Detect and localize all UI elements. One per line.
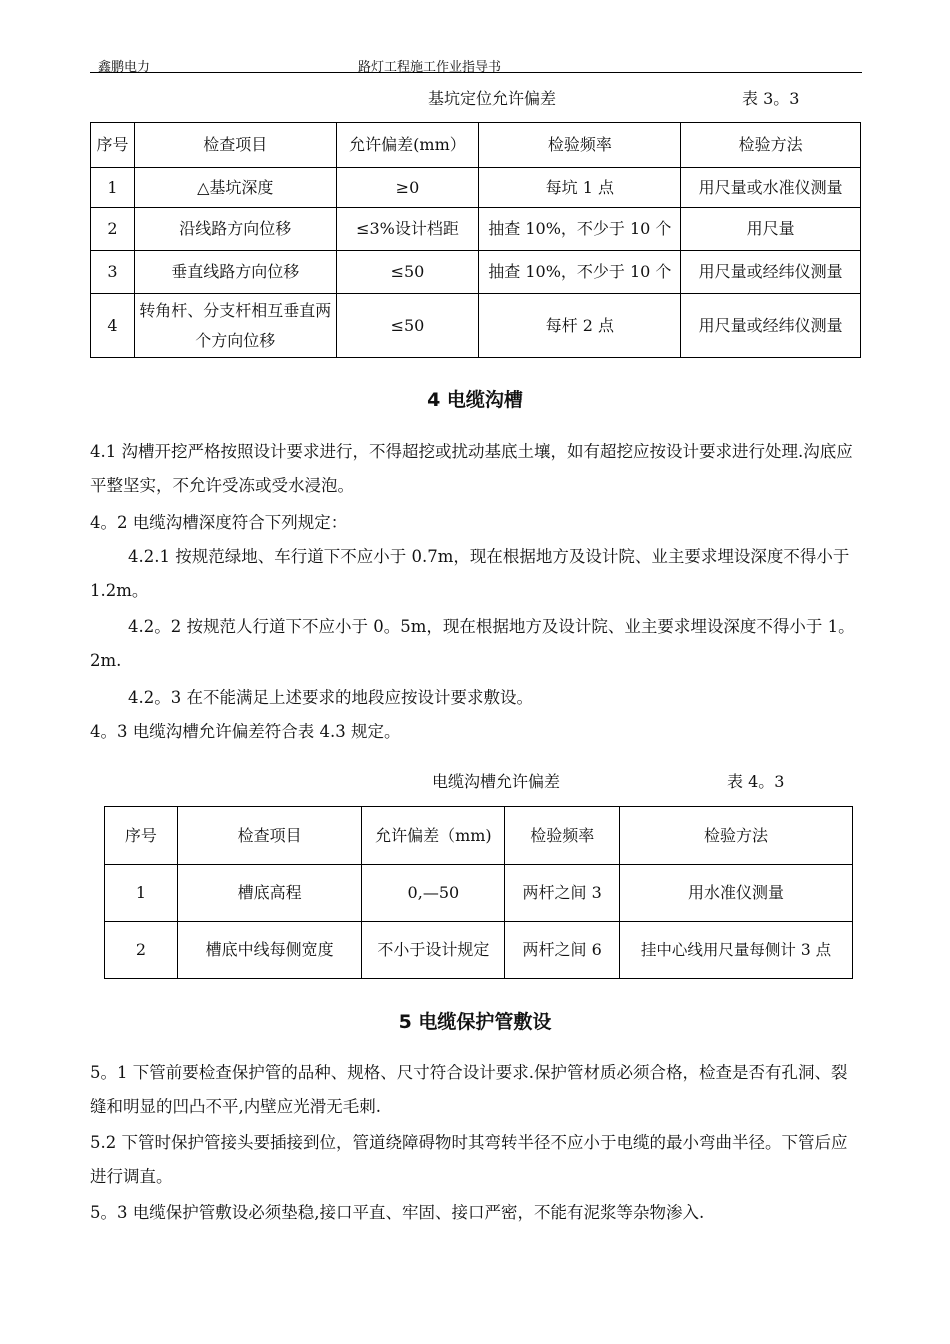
table-cell: 用水准仪测量 (620, 865, 853, 922)
table-cell: 4 (91, 294, 135, 358)
page-header (90, 52, 862, 73)
table-cell: 2 (105, 922, 178, 979)
table-cell: ≤3%设计档距 (336, 208, 479, 251)
table-cell: 用尺量或水准仪测量 (681, 168, 861, 208)
header-cell: 序号 (91, 123, 135, 168)
paragraph-5-1: 5。1 下管前要检查保护管的品种、规格、尺寸符合设计要求.保护管材质必须合格，检查是否有孔洞、裂缝和明显的凹凸不平,内壁应光滑无毛刺. (90, 1063, 848, 1116)
header-cell: 检查项目 (134, 123, 336, 168)
paragraph-4-3: 4。3 电缆沟槽允许偏差符合表 4.3 规定。 (90, 722, 401, 741)
table-cell: ≤50 (336, 251, 479, 294)
table2-number: 表 4。3 (727, 772, 785, 791)
table-row (91, 251, 861, 294)
header-cell: 检验方法 (681, 123, 861, 168)
table-cell: 每杆 2 点 (479, 294, 681, 358)
table-cell: 槽底高程 (177, 865, 362, 922)
paragraph-4-2: 4。2 电缆沟槽深度符合下列规定： (90, 513, 348, 532)
table-cell: △基坑深度 (134, 168, 336, 208)
header-cell: 检查项目 (177, 807, 362, 865)
table-cell: 不小于设计规定 (362, 922, 505, 979)
table-header-row (105, 807, 853, 865)
table-pit-positioning-tolerance (90, 122, 861, 358)
section-5-title: 5 电缆保护管敷设 (398, 1011, 552, 1033)
table-cell: 转角杆、分支杆相互垂直两个方向位移 (134, 294, 336, 358)
table-header-row (91, 123, 861, 168)
table-cell: 0,—50 (362, 865, 505, 922)
table-cell: 3 (91, 251, 135, 294)
header-cell: 序号 (105, 807, 178, 865)
document-title: 路灯工程施工作业指导书 (358, 60, 502, 75)
table-cell: 槽底中线每侧宽度 (177, 922, 362, 979)
table1-title: 基坑定位允许偏差 (428, 89, 557, 108)
table-row (91, 168, 861, 208)
table-cell: ≤50 (336, 294, 479, 358)
header-cell: 检验频率 (479, 123, 681, 168)
header-cell: 检验频率 (505, 807, 620, 865)
table-cell: 用尺量或经纬仪测量 (681, 251, 861, 294)
paragraph-4-2-3: 4.2。3 在不能满足上述要求的地段应按设计要求敷设。 (128, 688, 533, 707)
table-cell: 2 (91, 208, 135, 251)
paragraph-4-2-1: 4.2.1 按规范绿地、车行道下不应小于 0.7m，现在根据地方及设计院、业主要求埋设深度不得小于 1.2m。 (90, 547, 850, 600)
table-cell: ≥0 (336, 168, 479, 208)
table-cell: 垂直线路方向位移 (134, 251, 336, 294)
header-cell: 检验方法 (620, 807, 853, 865)
paragraph-4-2-2: 4.2。2 按规范人行道下不应小于 0。5m，现在根据地方及设计院、业主要求埋设深度不得小于 1。2m. (90, 617, 855, 670)
header-cell: 允许偏差（mm) (362, 807, 505, 865)
table-row (91, 208, 861, 251)
table-cell: 沿线路方向位移 (134, 208, 336, 251)
table-cell: 每坑 1 点 (479, 168, 681, 208)
table-cell: 两杆之间 6 (505, 922, 620, 979)
table-cell: 两杆之间 3 (505, 865, 620, 922)
header-cell: 允许偏差(mm） (336, 123, 479, 168)
table-cell: 1 (105, 865, 178, 922)
table-cell: 抽查 10%，不少于 10 个 (479, 208, 681, 251)
table-cell: 用尺量或经纬仪测量 (681, 294, 861, 358)
table-cell: 挂中心线用尺量每侧计 3 点 (620, 922, 853, 979)
table-cell: 用尺量 (681, 208, 861, 251)
paragraph-5-2: 5.2 下管时保护管接头要插接到位，管道绕障碍物时其弯转半径不应小于电缆的最小弯曲半径。下管后应进行调直。 (90, 1133, 848, 1186)
table-row (105, 922, 853, 979)
paragraph-4-1: 4.1 沟槽开挖严格按照设计要求进行，不得超挖或扰动基底土壤，如有超挖应按设计要求进行处理.沟底应平整坚实，不允许受冻或受水浸泡。 (90, 442, 853, 495)
table-trench-tolerance (104, 806, 853, 979)
table-row (105, 865, 853, 922)
table-cell: 1 (91, 168, 135, 208)
company-name: 鑫鹏电力 (98, 60, 151, 75)
table-cell: 抽查 10%，不少于 10 个 (479, 251, 681, 294)
table-row (91, 294, 861, 358)
paragraph-5-3: 5。3 电缆保护管敷设必须垫稳,接口平直、牢固、接口严密，不能有泥浆等杂物渗入. (90, 1203, 705, 1222)
section-4-title: 4 电缆沟槽 (427, 389, 523, 411)
table2-title: 电缆沟槽允许偏差 (432, 772, 561, 791)
table1-number: 表 3。3 (742, 89, 800, 108)
